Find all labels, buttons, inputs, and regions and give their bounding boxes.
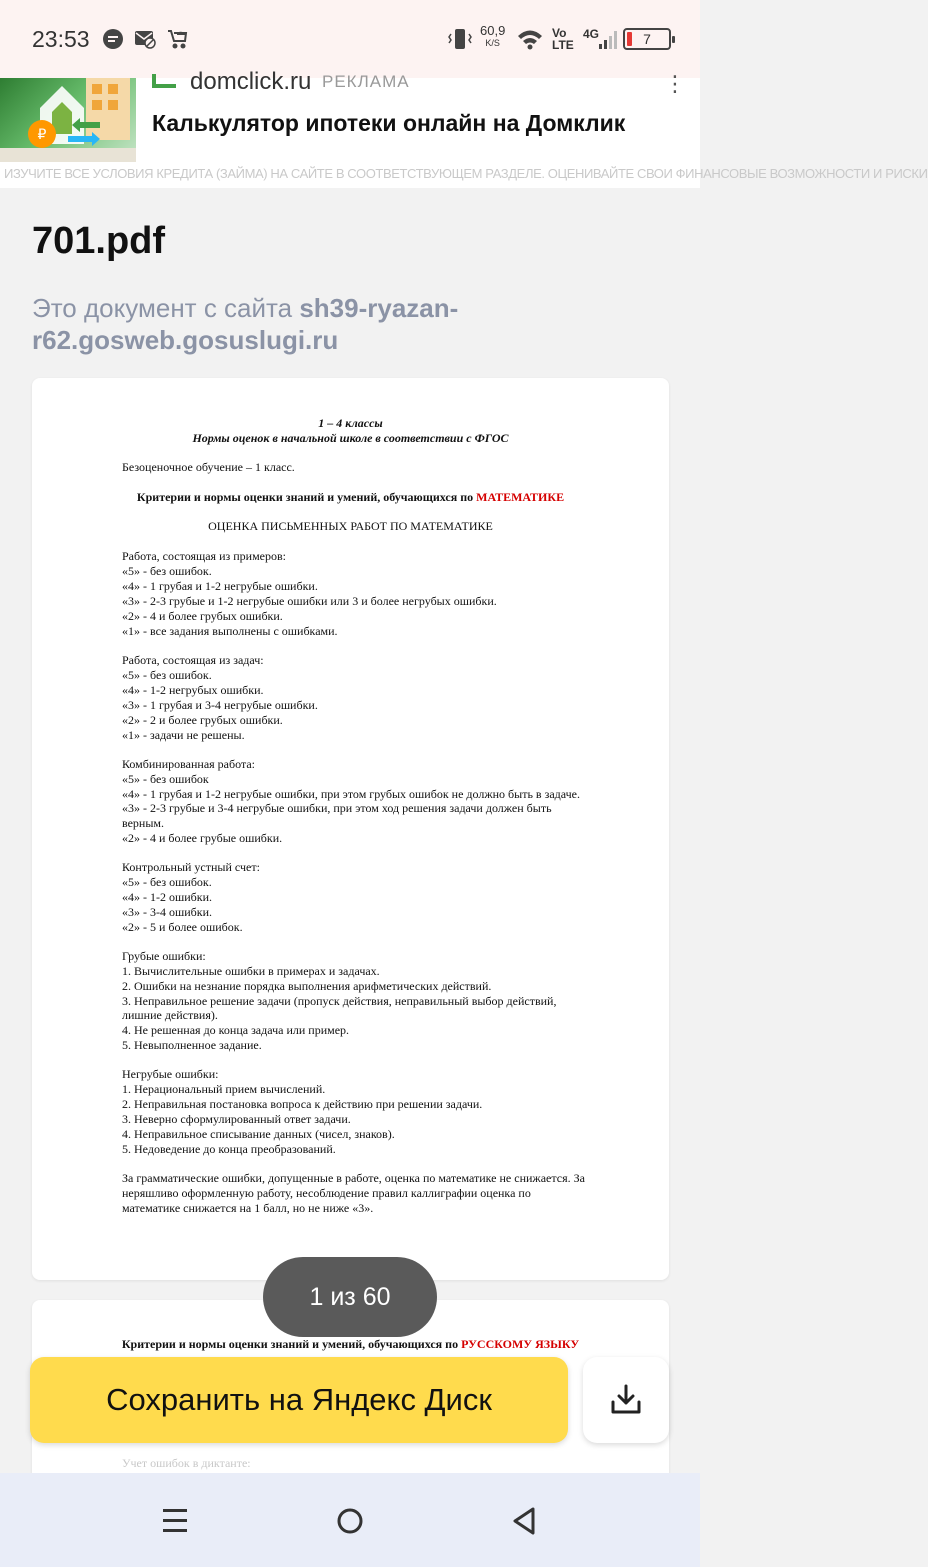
page-1-text-line: «5» - без ошибок	[122, 772, 209, 786]
criteria-prefix: Критерии и нормы оценки знаний и умений, обучающихся по	[136, 490, 477, 504]
page-1-text-line: 2. Ошибки на незнание порядка выполнения арифметических действий.	[122, 979, 492, 993]
ad-banner[interactable]	[0, 68, 928, 188]
ad-tag: РЕКЛАМА	[322, 72, 410, 91]
page-1-text-line: «2» - 4 и более грубые ошибки.	[122, 831, 283, 845]
page-1-text-line: 1. Нерациональный прием вычислений.	[122, 1082, 326, 1096]
svg-text:₽: ₽	[37, 127, 47, 143]
page-2-faded-line: Учет ошибок в диктанте:	[122, 1456, 251, 1470]
net-speed-unit: K/S	[485, 38, 500, 48]
page-1-text-line: «2» - 4 и более грубых ошибки.	[122, 609, 283, 623]
page-1-text-line: Комбинированная работа:	[122, 757, 255, 771]
page-1-text-line: 5. Недоведение до конца преобразований.	[122, 1142, 336, 1156]
page-1-text-line: 1. Вычислительные ошибки в примерах и задачах.	[122, 964, 380, 978]
page-1-text-line: «1» - все задания выполнены с ошибками.	[122, 624, 338, 638]
criteria-subject-2: РУССКОМУ ЯЗЫКУ	[461, 1337, 580, 1351]
battery-icon	[623, 28, 671, 50]
page-1-text-line: «5» - без ошибок.	[122, 875, 212, 889]
page-1-text-line: «4» - 1-2 негрубых ошибки.	[122, 683, 264, 697]
wifi-icon	[517, 28, 543, 50]
save-to-yandex-disk-button[interactable]: Сохранить на Яндекс Диск	[30, 1357, 568, 1443]
volte-indicator	[552, 27, 574, 51]
page-1-text-line: Работа, состоящая из примеров:	[122, 549, 287, 563]
page-1-text-line: «3» - 1 грубая и 3-4 негрубые ошибки.	[122, 698, 318, 712]
page-1-text-line: «5» - без ошибок.	[122, 564, 212, 578]
stroller-icon	[165, 27, 189, 51]
page-1-text-line: «2» - 2 и более грубых ошибки.	[122, 713, 283, 727]
back-icon[interactable]	[505, 1501, 545, 1541]
page-1-text-line: лишние действия).	[122, 1008, 218, 1022]
criteria-subject: МАТЕМАТИКЕ	[476, 490, 565, 504]
page-1-text-line: Негрубые ошибки:	[122, 1067, 219, 1081]
page-1-text-line: 2. Неправильная постановка вопроса к действию при решении задачи.	[122, 1097, 483, 1111]
home-icon[interactable]	[330, 1501, 370, 1541]
page-1-text-line: 3. Неправильное решение задачи (пропуск действия, неправильный выбор действий,	[122, 994, 557, 1008]
net-speed	[480, 24, 505, 50]
recents-menu-icon[interactable]	[155, 1501, 195, 1541]
download-button[interactable]	[583, 1357, 669, 1443]
page-1-text-line: «3» - 2-3 грубые и 1-2 негрубые ошибки или 3 и более негрубых ошибки.	[122, 594, 497, 608]
battery-level: 7	[643, 31, 651, 47]
vibrate-icon	[448, 27, 472, 51]
page-heading	[32, 416, 669, 446]
criteria-heading	[32, 490, 669, 505]
ad-more-icon[interactable]: ⋮	[664, 72, 686, 97]
page-1-text-line: «2» - 5 и более ошибок.	[122, 920, 243, 934]
criteria-heading-2	[32, 1337, 669, 1352]
signal-icon	[598, 28, 620, 50]
ad-title[interactable]: Калькулятор ипотеки онлайн на Домклик	[152, 110, 626, 136]
page-1-text-line: «4» - 1 грубая и 1-2 негрубые ошибки.	[122, 579, 318, 593]
house-illustration-icon	[0, 78, 136, 162]
volte-top: Vo	[552, 26, 567, 40]
page-1-text-line: «4» - 1-2 ошибки.	[122, 890, 213, 904]
page-1-text-line: Контрольный устный счет:	[122, 860, 260, 874]
document-source	[32, 292, 672, 356]
page-1-text-line: «5» - без ошибок.	[122, 668, 212, 682]
mail-blocked-icon	[134, 29, 156, 49]
clock: 23:53	[32, 26, 90, 52]
page-1-text-line: математике снижается на 1 балл, но не ниже «3».	[122, 1201, 374, 1215]
network-type: 4G	[583, 27, 600, 41]
criteria-prefix-2: Критерии и нормы оценки знаний и умений, обучающихся по	[121, 1337, 462, 1351]
page-1-text-line: 5. Невыполненное задание.	[122, 1038, 262, 1052]
intro-line: Безоценочное обучение – 1 класс.	[122, 460, 295, 474]
page-1-text-line: Грубые ошибки:	[122, 949, 206, 963]
volte-bottom: LTE	[552, 38, 574, 52]
domclick-logo-icon	[152, 74, 178, 88]
page-1-text-line: верным.	[122, 816, 164, 830]
page-counter: 1 из 60	[263, 1257, 437, 1337]
page-1-text-line: «3» - 2-3 грубые и 3-4 негрубые ошибки, при этом ход решения задачи должен быть	[122, 801, 552, 815]
page-1-text-line: «1» - задачи не решены.	[122, 728, 245, 742]
page-1-text-line: «3» - 3-4 ошибки.	[122, 905, 213, 919]
ad-image[interactable]	[0, 78, 136, 162]
page-1-text-line: Работа, состоящая из задач:	[122, 653, 264, 667]
page-1-text-line: За грамматические ошибки, допущенные в работе, оценка по математике не снижается. За	[122, 1171, 585, 1185]
document-title: 701.pdf	[32, 220, 166, 262]
ad-disclaimer: ИЗУЧИТЕ ВСЕ УСЛОВИЯ КРЕДИТА (ЗАЙМА) НА САЙТЕ В СООТВЕТСТВУЮЩЕМ РАЗДЕЛЕ. ОЦЕНИВАЙТЕ СВОИ ФИНАНСОВЫЕ ВОЗМОЖНОСТИ И РИСКИ	[4, 166, 928, 181]
source-domain-link[interactable]: sh39-ryazan-r62.gosweb.gosuslugi.ru	[32, 293, 459, 355]
page-1-text-line: 3. Неверно сформулированный ответ задачи.	[122, 1112, 351, 1126]
system-nav-bar	[0, 1473, 700, 1567]
net-speed-value: 60,9	[480, 23, 506, 38]
download-icon	[609, 1383, 643, 1417]
page-1-text-line: 4. Не решенная до конца задача или пример.	[122, 1023, 350, 1037]
chat-bubble-icon	[102, 28, 124, 50]
page-1-text-line: «4» - 1 грубая и 1-2 негрубые ошибки, при этом грубых ошибок не должно быть в задаче.	[122, 787, 580, 801]
page-heading-norms: Нормы оценок в начальной школе в соответствии с ФГОС	[192, 431, 509, 445]
ad-domain[interactable]: domclick.ru	[190, 68, 312, 95]
pdf-page-1[interactable]	[32, 378, 669, 1280]
status-bar	[0, 0, 700, 78]
page-1-text-line: 4. Неправильное списывание данных (чисел, знаков).	[122, 1127, 395, 1141]
page-1-text-line: неряшливо оформленную работу, несоблюдение правил каллиграфии оценка по	[122, 1186, 531, 1200]
section-title: ОЦЕНКА ПИСЬМЕННЫХ РАБОТ ПО МАТЕМАТИКЕ	[208, 519, 493, 533]
source-prefix: Это документ с сайта	[32, 293, 300, 323]
page-heading-grades: 1 – 4 классы	[318, 416, 383, 430]
